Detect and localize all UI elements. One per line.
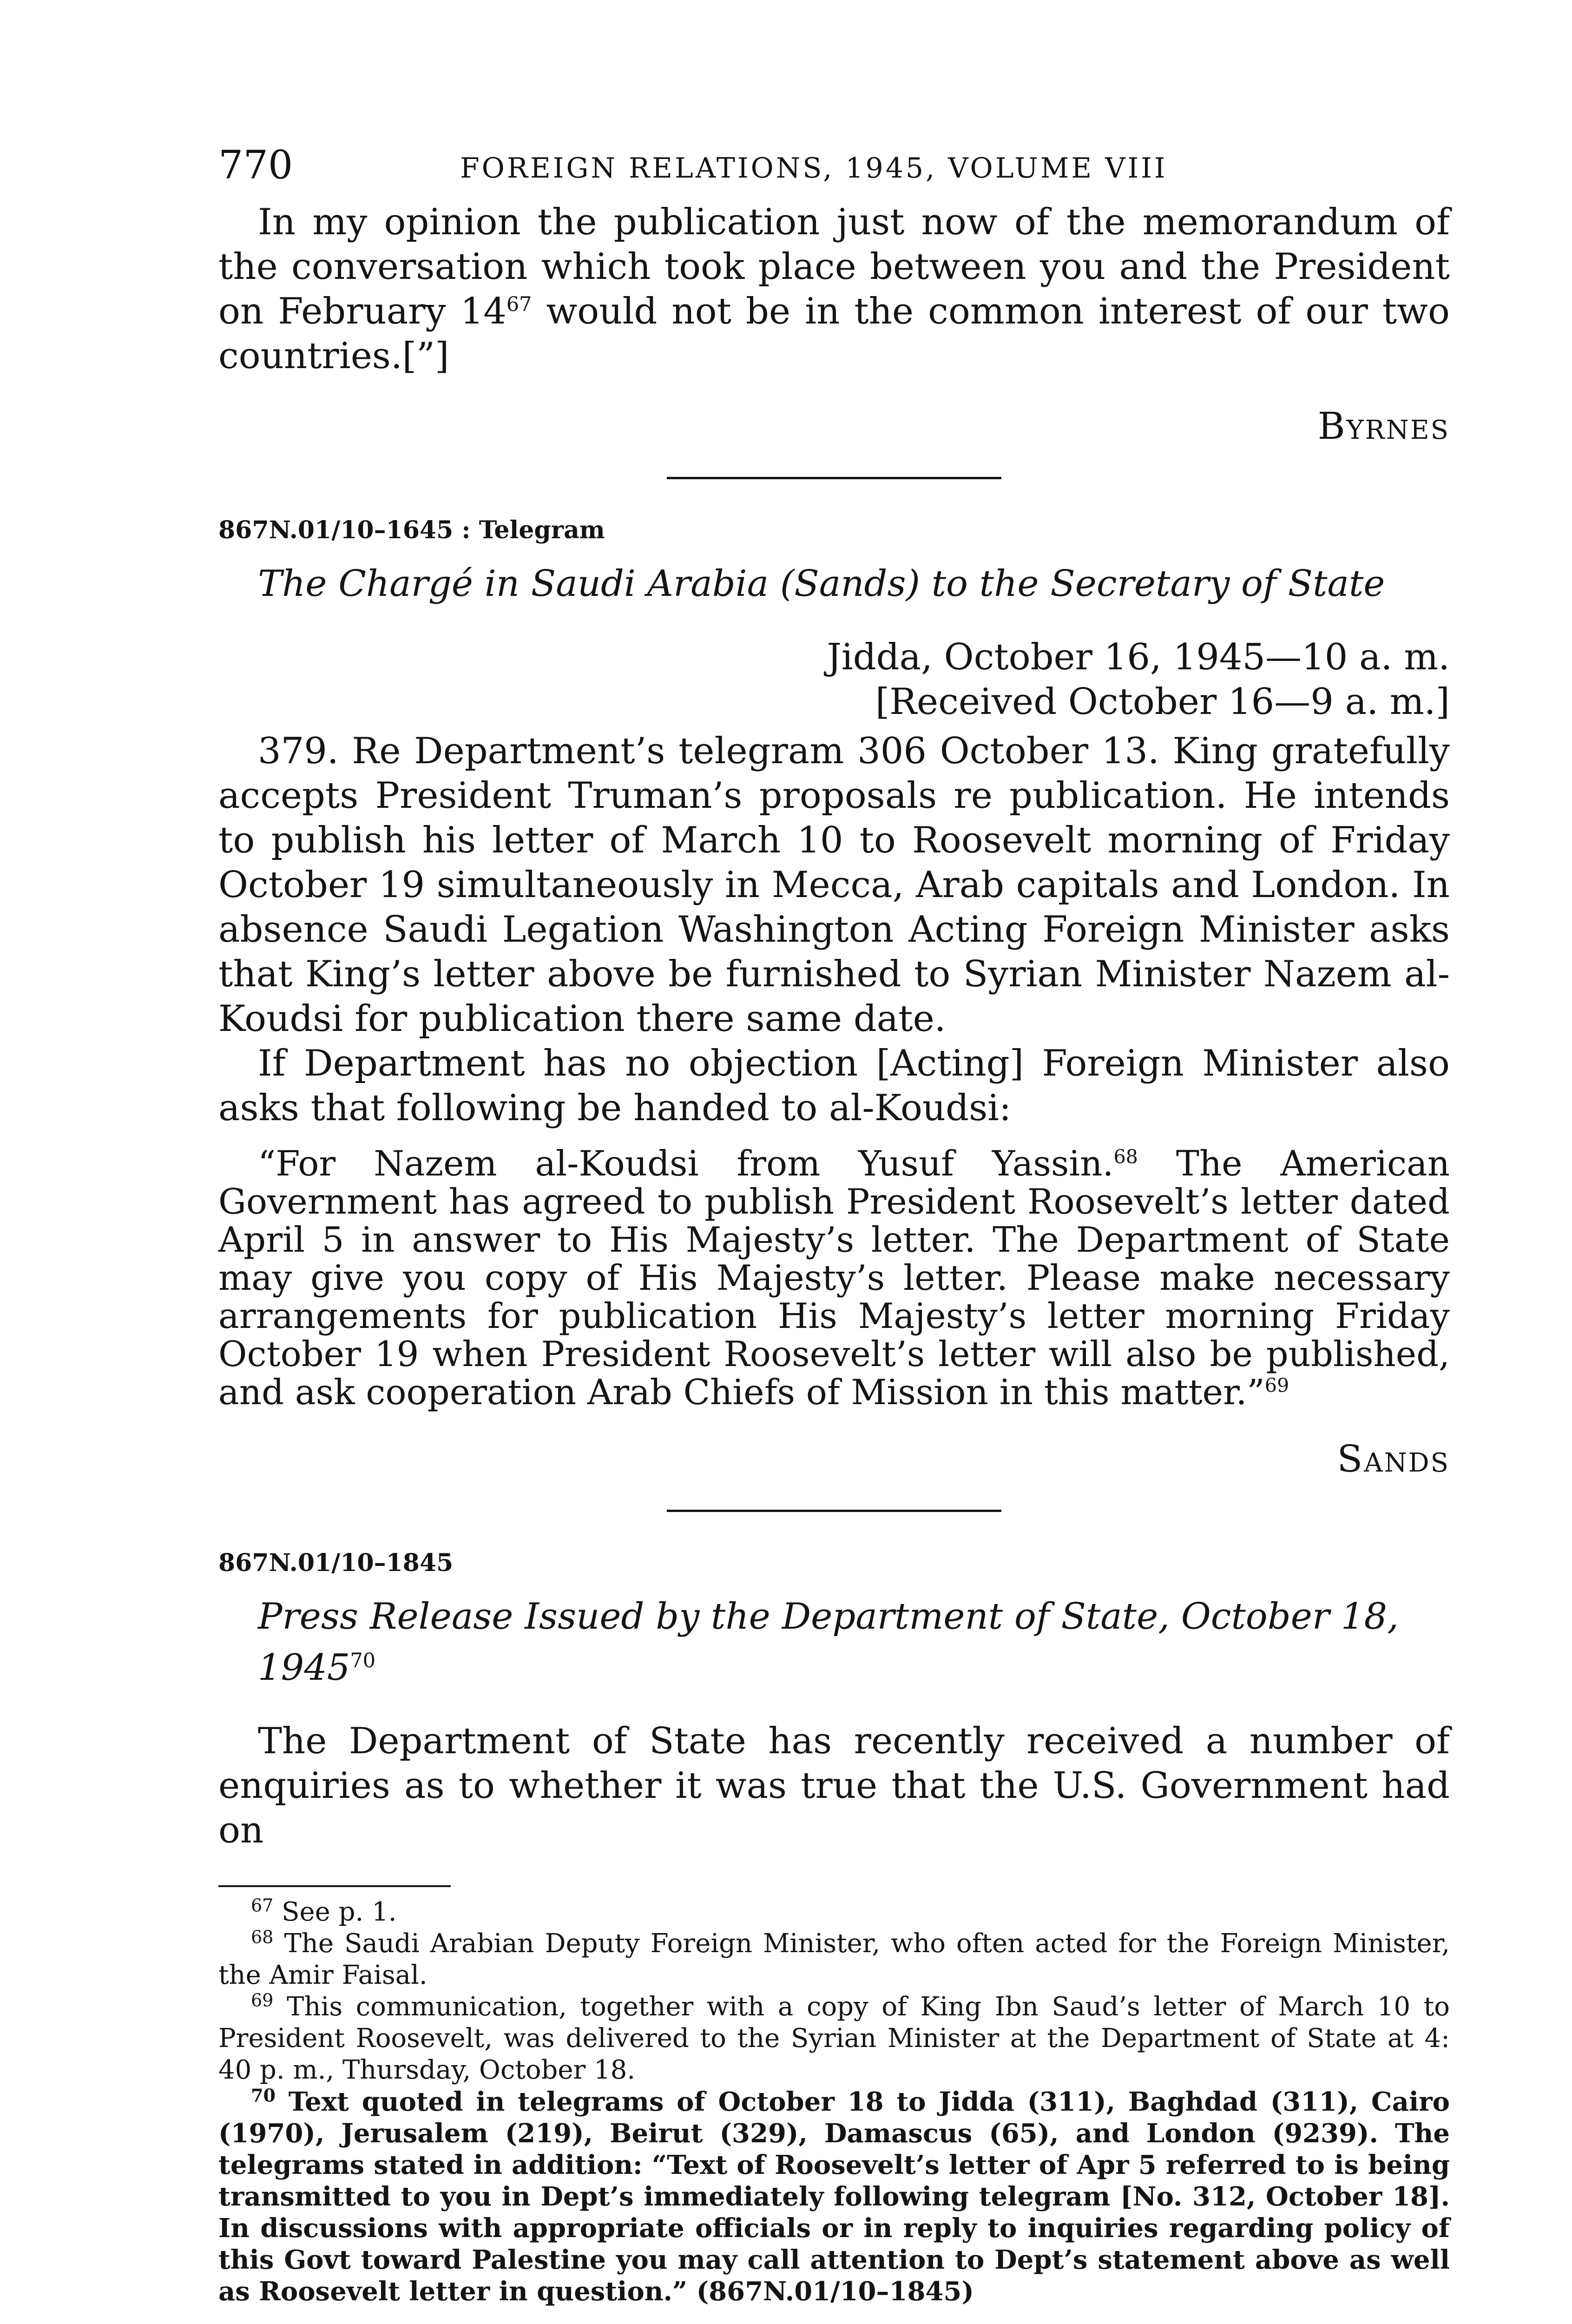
press-release-paragraph: The Department of State has recently received a number of enquiries as to whether it was true that the U.S. Government had on: [218, 1720, 1450, 1851]
footnote-ref[interactable]: 69: [1264, 1374, 1289, 1397]
running-title: FOREIGN RELATIONS, 1945, VOLUME VIII: [460, 152, 1168, 185]
footnote-ref[interactable]: 70: [350, 1649, 376, 1672]
signature-sands: [218, 1437, 1450, 1484]
opening-paragraph: In my opinion the publication just now of the memorandum of the conversation which took place between you and the President on February $14^{67}$ would not be in the common interest of our two countries.[”]: [218, 201, 1450, 377]
file-number: 867N.01/10–1845: [218, 1549, 454, 1577]
dateline-received: [Received October 16—9 a. m.]: [875, 681, 1450, 723]
document-title: Press Release Issued by the Department of State, October 18, 1945$^{70}$: [258, 1596, 1399, 1689]
document-page: [218, 139, 1450, 2307]
file-number: 867N.01/10–1645 : Telegram: [218, 516, 605, 544]
signature-text: Byrnes: [1317, 404, 1450, 448]
footnote-number: 67: [251, 1895, 274, 1916]
footnote-divider: [218, 1885, 451, 1887]
footnote-ref[interactable]: 67: [506, 293, 532, 316]
section-divider: [667, 477, 1001, 479]
footnote: $^{69}$ This communication, together with a copy of King Ibn Saud’s letter of March 10 to President Roosevelt, was delivered to the Syrian Minister at the Department of State at 4: 40 p. m., Thursday, October 18.: [218, 1990, 1450, 2085]
footnote: $^{70}$ Text quoted in telegrams of October 18 to Jidda (311), Baghdad (311), Cairo (1970), Jerusalem (219), Beirut (329), Damascus (65), and London (9239). The telegrams stated in addition: “Text of Roosevelt’s letter of Apr 5 referred to is being transmitted to you in Dept’s immediately following telegram [No. 312, October 18]. In discussions with appropriate officials or in reply to inquiries regarding policy of this Govt toward Palestine you may call attention to Dept’s statement above as well as Roosevelt letter in question.” (867N.01/10–1845): [218, 2085, 1450, 2307]
section-divider: [667, 1510, 1001, 1512]
footnote-number: 70: [251, 2085, 276, 2106]
footnote: $^{68}$ The Saudi Arabian Deputy Foreign Minister, who often acted for the Foreign Minister, the Amir Faisal.: [218, 1927, 1450, 1990]
dateline-sent: Jidda, October 16, 1945—10 a. m.: [827, 636, 1450, 678]
footnote-number: 69: [251, 1990, 274, 2011]
page-number: 770: [218, 142, 293, 188]
dateline: [218, 635, 1450, 724]
running-head: [218, 139, 1450, 191]
telegram-paragraph: If Department has no objection [Acting] Foreign Minister also asks that following be handed to al-Koudsi:: [218, 1043, 1450, 1129]
document-title: The Chargé in Saudi Arabia (Sands) to the Secretary of State: [258, 563, 1385, 605]
footnote-number: 68: [251, 1927, 274, 1948]
signature-text: Sands: [1337, 1437, 1450, 1480]
footnotes: [218, 1896, 1450, 2307]
quoted-message: “For Nazem al-Koudsi from Yusuf Yassin.$^{68}$ The American Government has agreed to publish President Roosevelt’s letter dated April 5 in answer to His Majesty’s letter. The Department of State may give you copy of His Majesty’s letter. Please make necessary arrangements for publication His Majesty’s letter morning Friday October 19 when President Roosevelt’s letter will also be published, and ask cooperation Arab Chiefs of Mission in this matter.”$^{69}$: [218, 1143, 1450, 1413]
telegram-paragraph: 379. Re Department’s telegram 306 October 13. King gratefully accepts President Truman’s proposals re publication. He intends to publish his letter of March 10 to Roosevelt morning of Friday October 19 simultaneously in Mecca, Arab capitals and London. In absence Saudi Legation Washington Acting Foreign Minister asks that King’s letter above be furnished to Syrian Minister Nazem al-Koudsi for publication there same date.: [218, 730, 1450, 1040]
signature-byrnes: [218, 404, 1450, 451]
footnote-ref[interactable]: 68: [1113, 1146, 1138, 1168]
footnote: $^{67}$ See p. 1.: [251, 1895, 397, 1927]
